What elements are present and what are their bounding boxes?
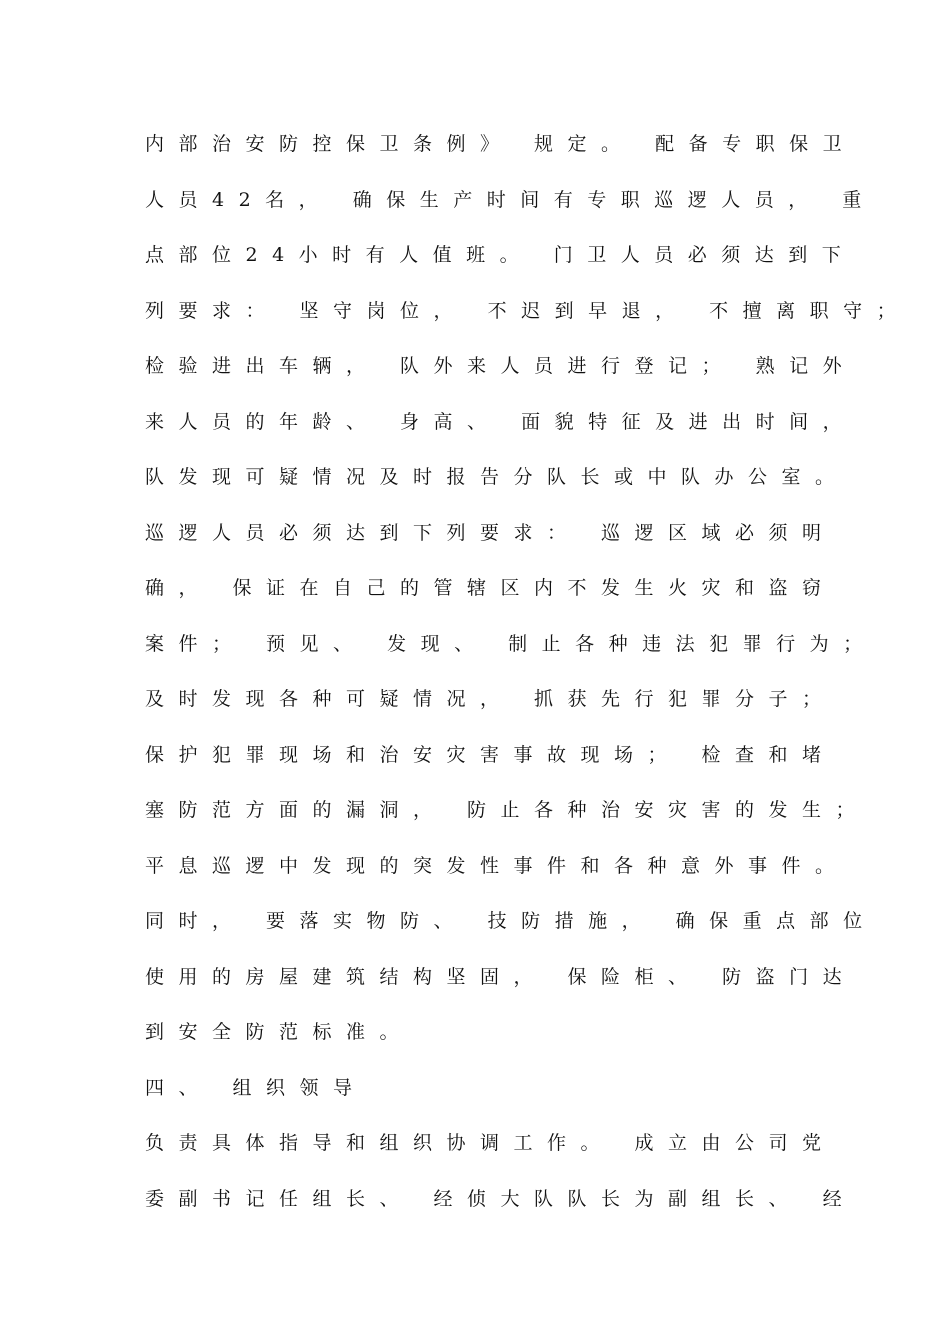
text-line-16: 使用的房屋建筑结构坚固， 保险柜、 防盗门达	[145, 965, 857, 988]
text-line-8: 巡逻人员必须达到下列要求： 巡逻区域必须明	[145, 521, 836, 544]
text-line-19: 负责具体指导和组织协调工作。 成立由公司党	[145, 1132, 836, 1154]
text-line-20: 委副书记任组长、 经侦大队队长为副组长、 经	[145, 1187, 857, 1210]
text-line-3: 点部位24小时有人值班。 门卫人员必须达到下	[145, 244, 856, 266]
body-text	[145, 125, 911, 1235]
text-line-6: 来人员的年龄、 身高、 面貌特征及进出时间，	[145, 410, 857, 433]
text-line-13: 塞防范方面的漏洞， 防止各种治安灾害的发生；	[145, 799, 870, 821]
section-heading: 四、 组织领导	[145, 1076, 367, 1099]
text-line-2: 人员42名， 确保生产时间有专职巡逻人员， 重	[145, 188, 876, 211]
text-line-12: 保护犯罪现场和治安灾害事故现场； 检查和堵	[145, 743, 836, 766]
text-line-5: 检验进出车辆， 队外来人员进行登记； 熟记外	[145, 355, 857, 377]
text-line-11: 及时发现各种可疑情况， 抓获先行犯罪分子；	[145, 688, 836, 710]
text-line-10: 案件； 预见、 发现、 制止各种违法犯罪行为；	[145, 632, 877, 655]
text-line-9: 确， 保证在自己的管辖区内不发生火灾和盗窃	[145, 577, 836, 599]
text-line-17: 到安全防范标准。	[145, 1021, 414, 1043]
text-line-15: 同时， 要落实物防、 技防措施， 确保重点部位	[145, 910, 877, 932]
text-line-7: 队发现可疑情况及时报告分队长或中队办公室。	[145, 466, 849, 488]
text-line-4: 列要求： 坚守岗位， 不迟到早退， 不擅离职守；	[145, 299, 911, 322]
text-line-1: 内部治安防控保卫条例》 规定。 配备专职保卫	[145, 133, 857, 155]
text-line-14: 平息巡逻中发现的突发性事件和各种意外事件。	[145, 854, 849, 877]
